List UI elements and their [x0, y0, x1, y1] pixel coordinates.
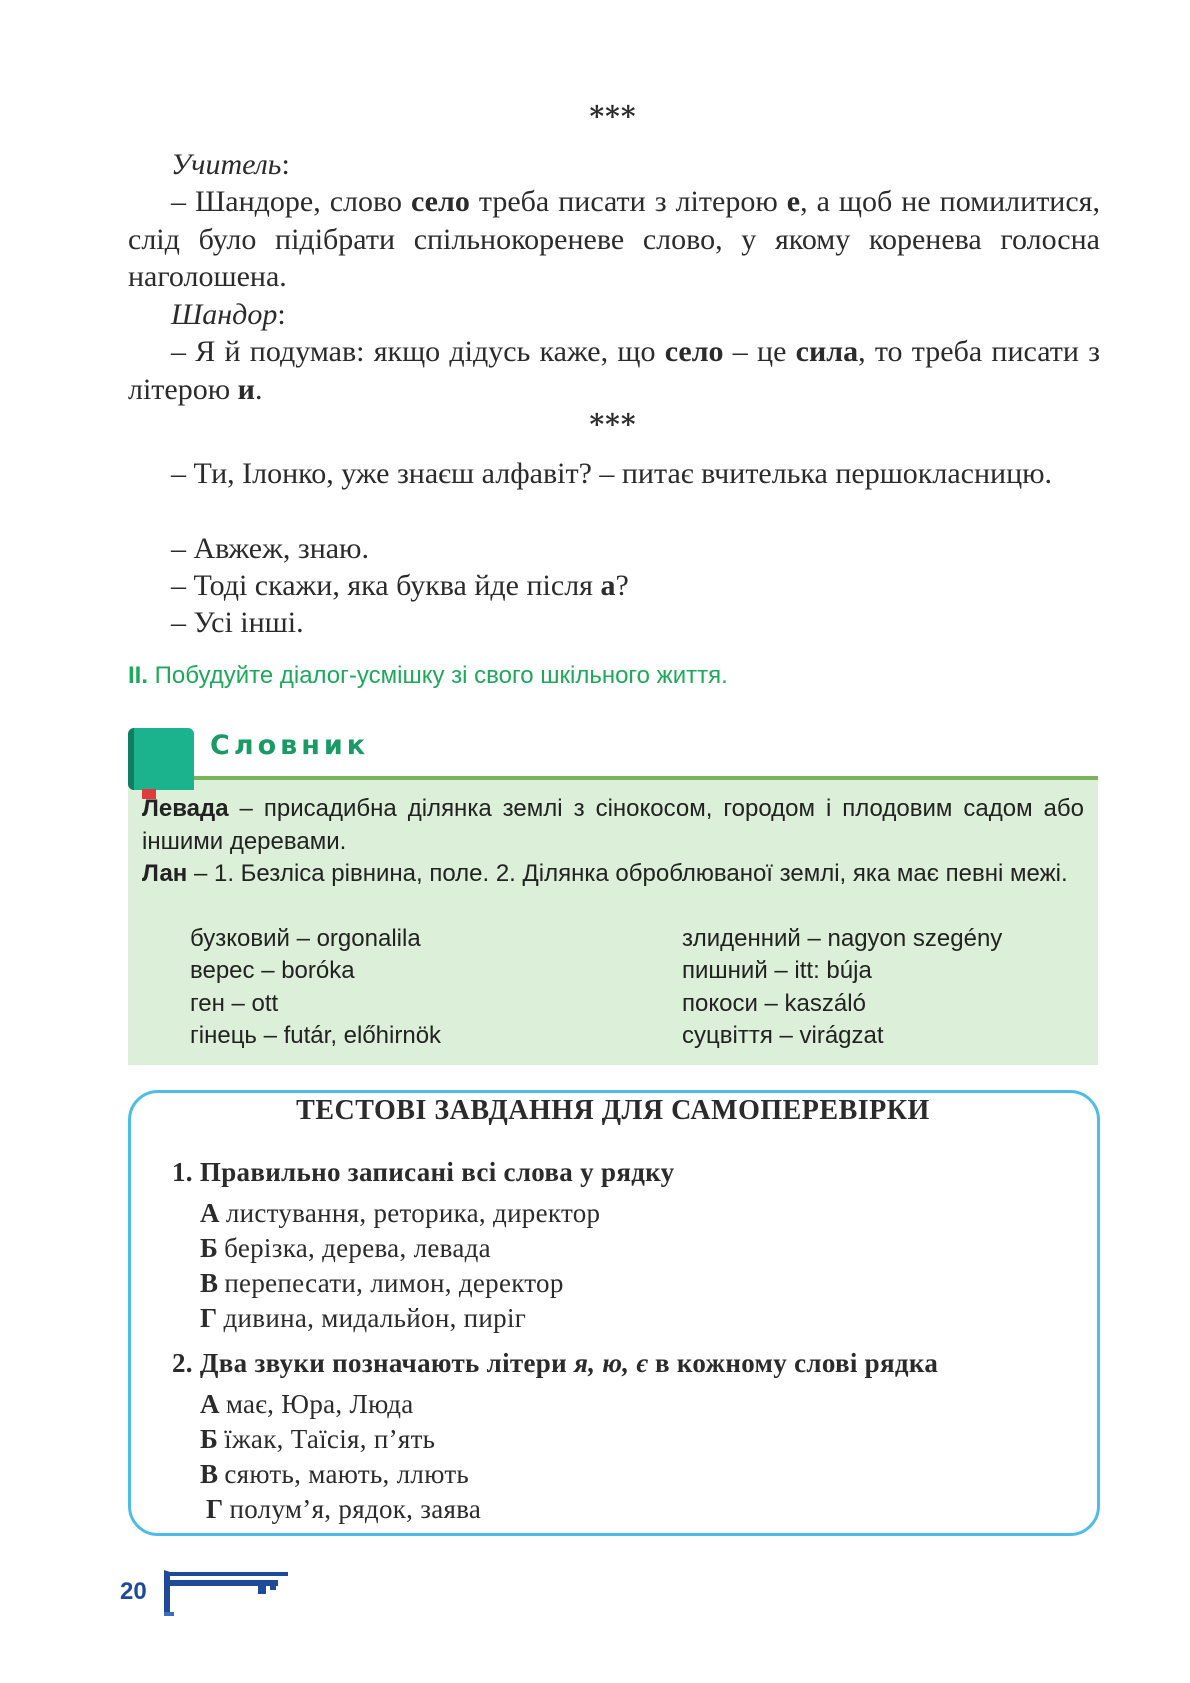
speaker-label: Учитель: [171, 148, 290, 181]
gloss-item: ген – ott [190, 990, 279, 1017]
gloss-item: гінець – futár, előhirnök [190, 1022, 442, 1049]
task-instruction: II. Побудуйте діалог-усмішку зі свого шкільного життя. [128, 662, 728, 689]
answer-option: Г полум’я, рядок, заява [206, 1494, 482, 1524]
answer-option: Б їжак, Таїсія, п’ять [200, 1424, 436, 1454]
answer-option: В перепесати, лимон, деректор [200, 1268, 564, 1298]
task-number: II. [128, 662, 149, 689]
dialogue-line: – Шандоре, слово село треба писати з літерою е, а щоб не помилитися, слід було підібрати спільнокореневе слово, у якому коренева голосна наголошена. [128, 185, 1100, 293]
speaker-label: Шандор: [171, 298, 286, 331]
section-separator: *** [589, 408, 637, 441]
dialogue-line: – Усі інші. [171, 606, 304, 639]
dialogue-line: – Ти, Ілонко, уже знаєш алфавіт? – питає вчителька першокласницю. [171, 457, 1053, 490]
dictionary-header-rule [188, 776, 1098, 780]
gloss-item: верес – boróka [190, 957, 355, 984]
section-separator: *** [589, 100, 637, 133]
dictionary-entry: Левада – присадибна ділянка землі з сінокосом, городом і плодовим садом або іншими деревами. [142, 795, 1084, 855]
dictionary-title: Словник [210, 730, 370, 761]
answer-option: Г дивина, мидальйон, пиріг [200, 1303, 527, 1333]
gloss-item: суцвіття – virágzat [682, 1022, 884, 1049]
page-number: 20 [120, 1578, 147, 1605]
gloss-item: бузковий – orgonalila [190, 925, 421, 952]
key-icon [160, 1568, 290, 1618]
answer-option: А листування, реторика, директор [200, 1198, 601, 1228]
test-question: 1. Правильно записані всі слова у рядку [172, 1157, 675, 1187]
dialogue-line: – Авжеж, знаю. [171, 532, 369, 565]
answer-option: Б берізка, дерева, левада [200, 1233, 491, 1263]
gloss-item: покоси – kaszáló [682, 990, 866, 1017]
dictionary-entry: Лан – 1. Безліса рівнина, поле. 2. Ділянка оброблюваної землі, яка має певні межі. [142, 860, 1068, 887]
gloss-item: злиденний – nagyon szegény [682, 925, 1003, 952]
self-test-title: ТЕСТОВІ ЗАВДАННЯ ДЛЯ САМОПЕРЕВІРКИ [296, 1095, 930, 1126]
answer-option: В сяють, мають, ллють [200, 1459, 470, 1489]
dialogue-line: – Я й подумав: якщо дідусь каже, що село – це сила, то треба писати з літерою и. [128, 335, 1100, 406]
answer-option: А має, Юра, Люда [200, 1389, 414, 1419]
book-icon [128, 728, 194, 790]
dialogue-line: – Тоді скажи, яка буква йде після а? [171, 569, 629, 602]
gloss-item: пишний – itt: bújа [682, 957, 872, 984]
test-question: 2. Два звуки позначають літери я, ю, є в кожному слові рядка [172, 1348, 939, 1378]
